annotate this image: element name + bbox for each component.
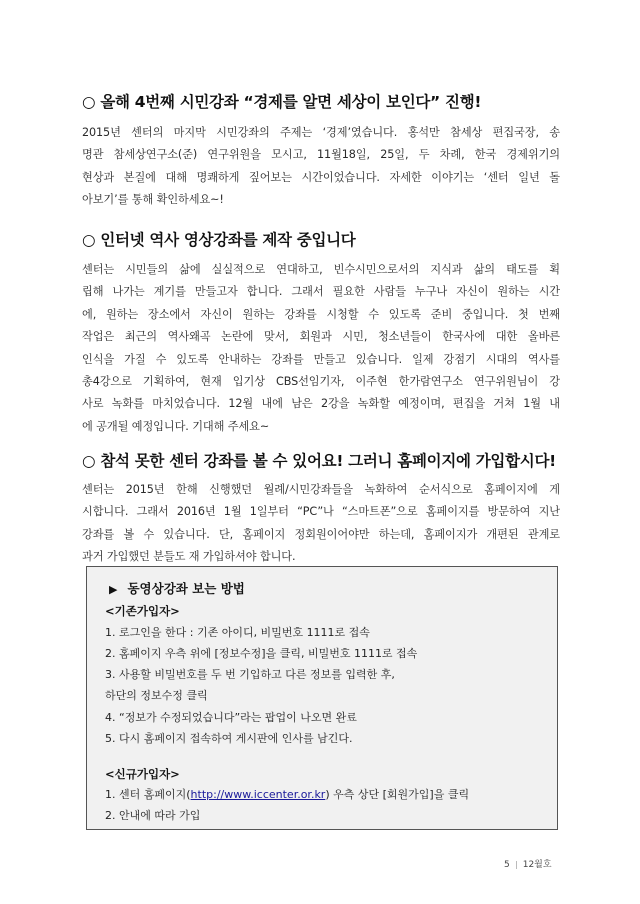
section-3-line: 과거 가입했던 분들도 재 가입하셔야 합니다. — [82, 550, 296, 564]
existing-member-label: <기존가입자> — [105, 604, 180, 618]
issue-label: 12월호 — [522, 860, 552, 870]
play-triangle-icon: ▶ — [109, 583, 118, 596]
section-3-line: 센터는 2015년 한해 신행했던 월례/시민강좌들을 녹화하여 순서식으로 홈페이지에 게 — [82, 483, 560, 496]
footer-divider — [516, 861, 517, 869]
new-step-suffix: ) 우측 상단 [회원가입]을 클릭 — [325, 788, 470, 801]
section-2-line: 작업은 최근의 역사왜곡 논란에 맞서, 회원과 시민, 청소년들이 한국사에 대한 올바른 — [82, 330, 560, 344]
existing-step: 하단의 정보수정 클릭 — [105, 689, 208, 702]
section-3-body — [82, 479, 560, 569]
video-guide-box — [86, 566, 558, 830]
existing-step: 4. “정보가 수정되었습니다”라는 팝업이 나오면 완료 — [105, 711, 357, 724]
existing-step: 2. 홈페이지 우측 위에 [정보수정]을 클릭, 비밀번호 1111로 접속 — [105, 647, 418, 660]
section-2-line: 사로 녹화를 마치었습니다. 12월 내에 남은 2강을 녹화할 예정이며, 편집을 거쳐 1월 내 — [82, 397, 560, 411]
section-3-heading: ○ 참석 못한 센터 강좌를 볼 수 있어요! 그러니 홈페이지에 가입합시다! — [82, 452, 556, 470]
existing-step: 3. 사용할 비밀번호를 두 번 기입하고 다른 정보를 입력한 후, — [105, 668, 395, 681]
section-2-line: 총4강으로 기획하여, 현재 입기상 CBS선임기자, 이주현 한가람연구소 연구위원님이 강 — [82, 375, 560, 389]
section-2-line: 에, 원하는 장소에서 자신이 원하는 강좌를 시청할 수 있도록 준비 중입니다. 첫 번째 — [82, 307, 560, 321]
section-1-line: 2015년 센터의 마지막 시민강좌의 주제는 ‘경제’였습니다. 홍석만 참세상 편집국장, 송 — [82, 126, 560, 139]
existing-step: 1. 로그인을 한다 : 기존 아이디, 비밀번호 1111로 접속 — [105, 626, 370, 639]
section-2-line: 립해 나가는 계기를 만들고자 합니다. 그래서 필요한 사람들 누구나 자신이 원하는 시간 — [82, 285, 560, 299]
page-footer — [504, 857, 552, 870]
guide-title — [109, 581, 245, 598]
section-1-line: 현상과 본질에 대해 명쾌하게 짚어보는 시간이었습니다. 자세한 이야기는 ‘센터 일년 돌 — [82, 170, 560, 184]
existing-step: 5. 다시 홈페이지 접속하여 게시판에 인사를 남긴다. — [105, 732, 353, 745]
section-1-body — [82, 122, 560, 212]
new-step — [105, 787, 469, 803]
guide-title-text: 동영상강좌 보는 방법 — [127, 581, 245, 596]
section-2-line: 센터는 시민들의 삶에 실실적으로 연대하고, 빈수시민으로서의 지식과 삶의 태도를 획 — [82, 263, 560, 276]
section-2-heading: ○ 인터넷 역사 영상강좌를 제작 중입니다 — [82, 231, 356, 249]
section-3-line: 강좌를 볼 수 있습니다. 단, 홈페이지 정회원이어야만 하는데, 홈페이지가 개편된 관계로 — [82, 527, 560, 541]
homepage-link[interactable]: http://www.iccenter.or.kr — [190, 788, 326, 801]
section-1-line: 아보기’를 통해 확인하세요~! — [82, 193, 224, 207]
section-2-line: 인식을 가질 수 있도록 안내하는 강좌를 만들고 있습니다. 일제 강점기 시대의 역사를 — [82, 352, 560, 366]
section-1-line: 명관 참세상연구소(준) 연구위원을 모시고, 11월18일, 25일, 두 차례, 한국 경제위기의 — [82, 148, 560, 162]
new-member-label: <신규가입자> — [105, 767, 180, 781]
page-number: 5 — [504, 860, 510, 870]
section-2-body — [82, 259, 560, 438]
new-step: 2. 안내에 따라 가입 — [105, 809, 201, 822]
new-step-prefix: 1. 센터 홈페이지( — [105, 788, 191, 801]
section-2-line: 에 공개될 예정입니다. 기대해 주세요~ — [82, 419, 270, 433]
section-1-heading: ○ 올해 4번째 시민강좌 “경제를 알면 세상이 보인다” 진행! — [82, 93, 482, 111]
section-3-line: 시합니다. 그래서 2016년 1월 1일부터 “PC”나 “스마트폰”으로 홈페이지를 방문하여 지난 — [82, 505, 560, 519]
